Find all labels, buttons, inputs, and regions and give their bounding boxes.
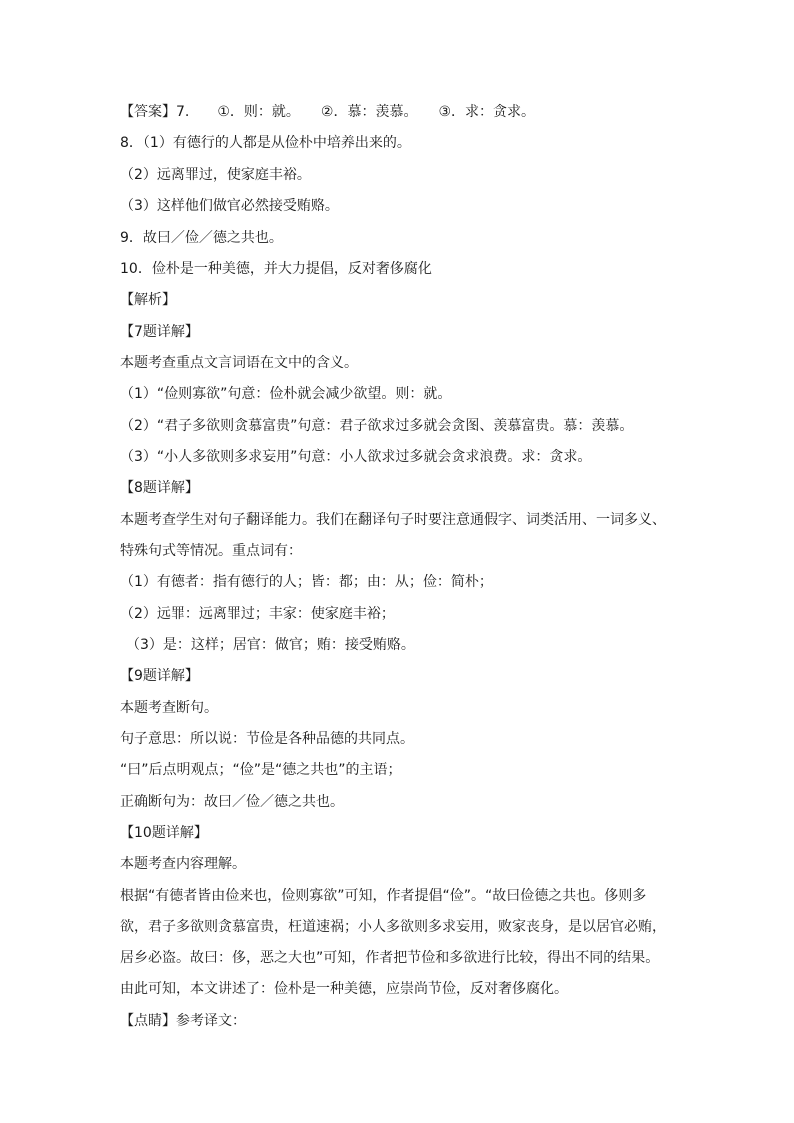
q9-line: 本题考查断句。 (120, 700, 218, 716)
q8-line: 特殊句式等情况。重点词有： (120, 543, 302, 559)
answer-q8-2: （2）远离罪过，使家庭丰裕。 (120, 167, 311, 183)
q10-line: 根据“有德者皆由俭来也，俭则寡欲”可知，作者提倡“俭”。“故曰俭德之共也。侈则多 (120, 888, 647, 904)
q9-line: “曰”后点明观点；“俭”是“德之共也”的主语； (120, 762, 402, 778)
q8-line: 本题考查学生对句子翻译能力。我们在翻译句子时要注意通假字、词类活用、一词多义、 (120, 512, 666, 528)
q8-line: （1）有德者：指有德行的人；皆：都；由：从；俭：简朴； (120, 574, 493, 590)
q9-line: 正确断句为：故曰／俭／德之共也。 (120, 794, 344, 810)
analysis-heading: 【解析】 (120, 292, 176, 308)
answer-q9: 9．故曰／俭／德之共也。 (120, 230, 283, 246)
q10-line: 居乡必盗。故曰：侈，恶之大也”可知，作者把节俭和多欲进行比较，得出不同的结果。 (120, 950, 660, 966)
q7-line: （1）“俭则寡欲”句意：俭朴就会减少欲望。则：就。 (120, 386, 452, 402)
q10-heading: 【10题详解】 (120, 825, 208, 841)
answer-q8-1: 8．（1）有德行的人都是从俭朴中培养出来的。 (120, 135, 411, 151)
q7-heading: 【7题详解】 (120, 324, 199, 340)
q9-line: 句子意思：所以说：节俭是各种品德的共同点。 (120, 731, 414, 747)
q8-line: （2）远罪：远离罪过；丰家：使家庭丰裕； (120, 606, 395, 622)
q10-line: 由此可知，本文讲述了：俭朴是一种美德，应崇尚节俭，反对奢侈腐化。 (120, 981, 568, 997)
q8-heading: 【8题详解】 (120, 480, 199, 496)
answer-q7: 【答案】7. ①．则：就。 ②．慕：羡慕。 ③．求：贪求。 (120, 104, 536, 120)
reference-translation-heading: 【点睛】参考译文： (120, 1013, 246, 1029)
q7-line: 本题考查重点文言词语在文中的含义。 (120, 355, 358, 371)
q8-line: （3）是：这样；居官：做官；贿：接受贿赂。 (126, 637, 415, 653)
q7-line: （3）“小人多欲则多求妄用”句意：小人欲求过多就会贪求浪费。求：贪求。 (120, 449, 592, 465)
answer-q10: 10．俭朴是一种美德，并大力提倡，反对奢侈腐化 (120, 261, 432, 277)
q10-line: 本题考查内容理解。 (120, 856, 246, 872)
q7-line: （2）“君子多欲则贪慕富贵”句意：君子欲求过多就会贪图、羡慕富贵。慕：羡慕。 (120, 418, 634, 434)
answer-q8-3: （3）这样他们做官必然接受贿赂。 (120, 198, 339, 214)
q10-line: 欲，君子多欲则贪慕富贵，枉道速祸；小人多欲则多求妄用，败家丧身，是以居官必贿， (120, 919, 666, 935)
q9-heading: 【9题详解】 (120, 668, 199, 684)
